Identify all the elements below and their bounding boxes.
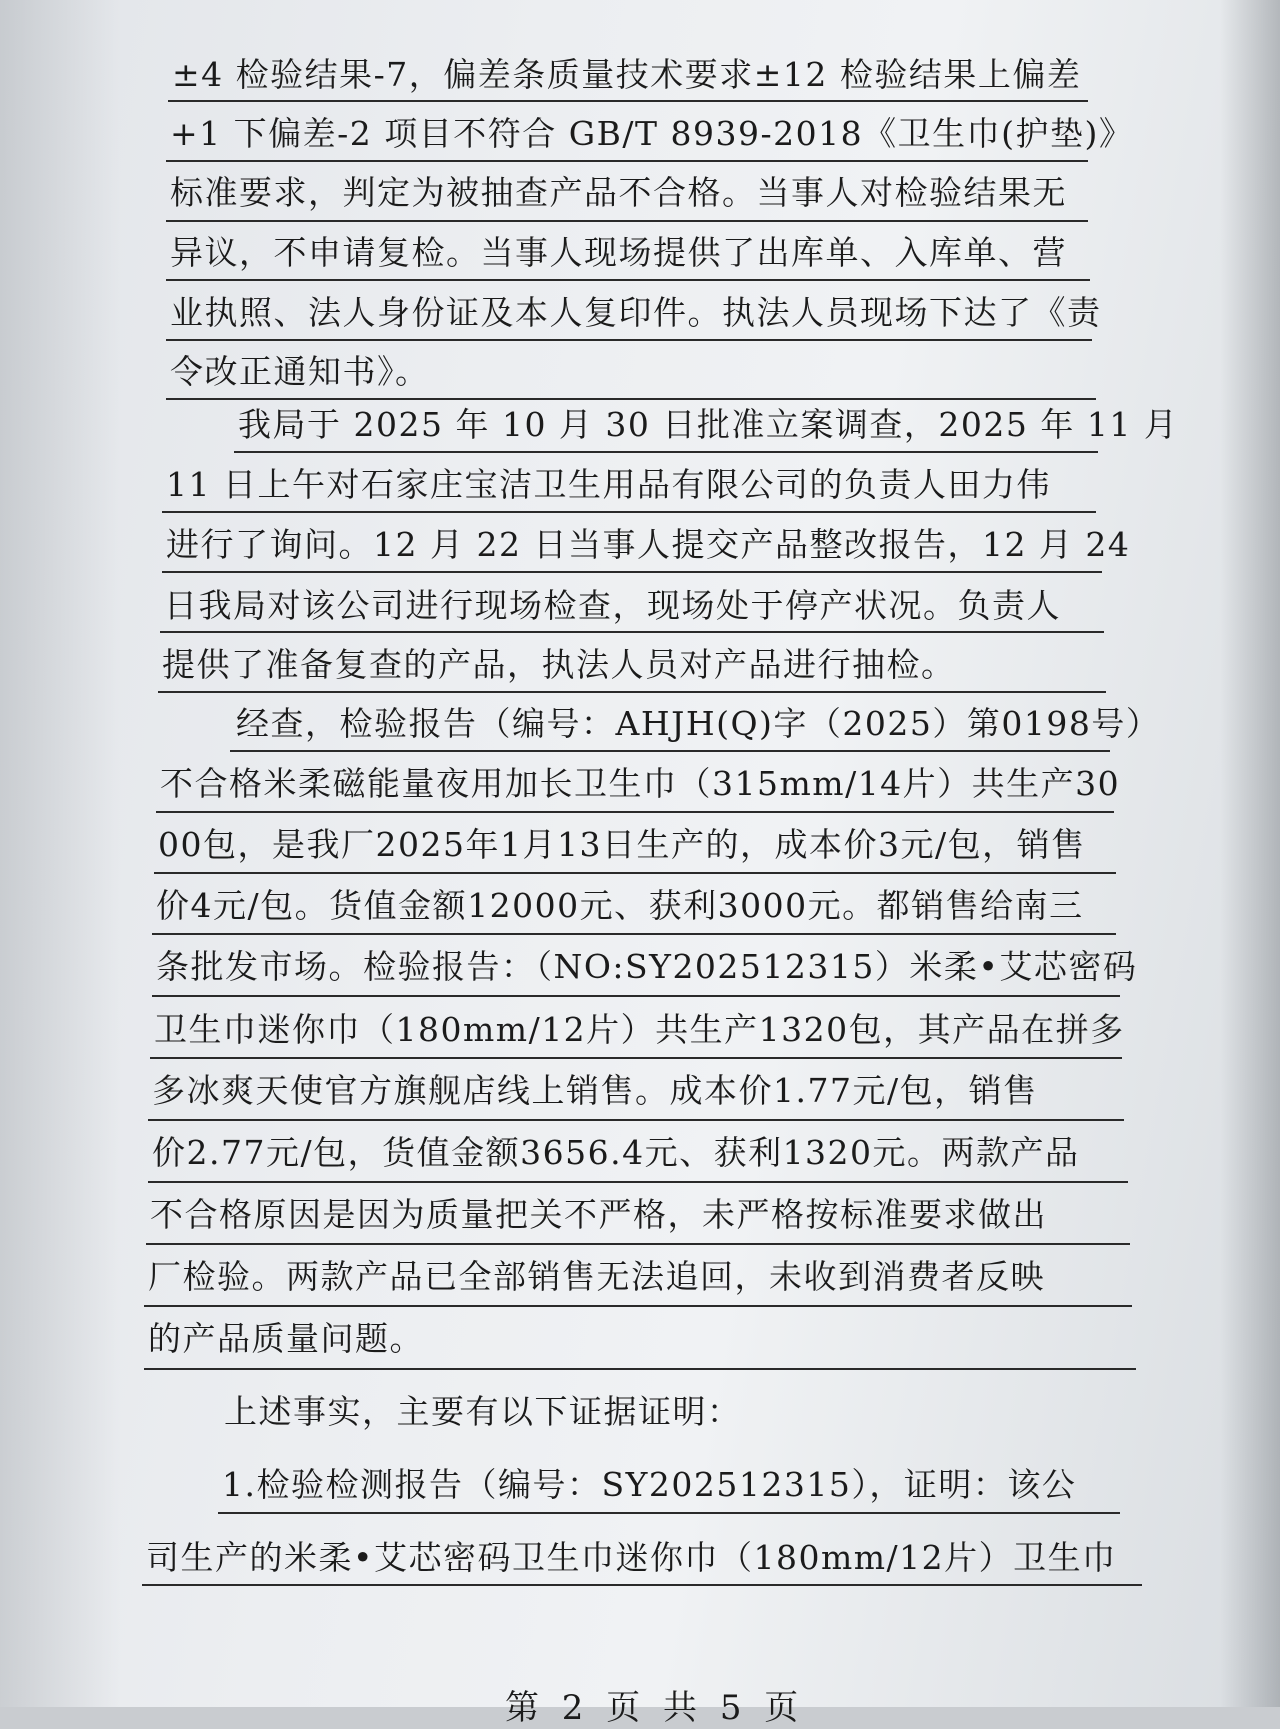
underline-rule bbox=[144, 1368, 1136, 1370]
underline-rule bbox=[150, 1057, 1122, 1059]
text-line: 条批发市场。检验报告：（NO:SY202512315）米柔•艾芯密码 bbox=[156, 947, 1138, 986]
underline-rule bbox=[142, 1584, 1142, 1586]
underline-rule bbox=[166, 339, 1092, 341]
text-line: 标准要求，判定为被抽查产品不合格。当事人对检验结果无 bbox=[170, 173, 1067, 212]
underline-rule bbox=[148, 1119, 1124, 1121]
text-line: 业执照、法人身份证及本人复印件。执法人员现场下达了《责 bbox=[170, 293, 1102, 332]
underline-rule bbox=[218, 1512, 1120, 1514]
underline-rule bbox=[152, 933, 1116, 935]
underline-rule bbox=[154, 872, 1116, 874]
page-shadow-right bbox=[1220, 0, 1280, 1707]
underline-rule bbox=[160, 631, 1104, 633]
underline-rule bbox=[166, 398, 1096, 400]
underline-rule bbox=[152, 995, 1120, 997]
underline-rule bbox=[158, 691, 1106, 693]
text-line: 价2.77元/包，货值金额3656.4元、获利1320元。两款产品 bbox=[152, 1133, 1080, 1172]
text-line: 厂检验。两款产品已全部销售无法追回，未收到消费者反映 bbox=[148, 1257, 1045, 1296]
text-line: 进行了询问。12 月 22 日当事人提交产品整改报告，12 月 24 bbox=[166, 525, 1131, 564]
text-line: 00包，是我厂2025年1月13日生产的，成本价3元/包，销售 bbox=[158, 825, 1086, 864]
underline-rule bbox=[230, 750, 1110, 752]
text-line: 令改正通知书》。 bbox=[170, 352, 430, 391]
underline-rule bbox=[148, 1181, 1128, 1183]
text-line: 的产品质量问题。 bbox=[148, 1319, 424, 1358]
text-line: 1.检验检测报告（编号：SY202512315），证明：该公 bbox=[222, 1465, 1077, 1504]
text-line: 11 日上午对石家庄宝洁卫生用品有限公司的负责人田力伟 bbox=[166, 465, 1051, 504]
text-line: 多冰爽天使官方旗舰店线上销售。成本价1.77元/包，销售 bbox=[152, 1071, 1038, 1110]
text-line: 价4元/包。货值金额12000元、获利3000元。都销售给南三 bbox=[156, 886, 1084, 925]
text-line: 日我局对该公司进行现场检查，现场处于停产状况。负责人 bbox=[164, 586, 1061, 625]
underline-rule bbox=[168, 100, 1088, 102]
text-line: 卫生巾迷你巾（180mm/12片）共生产1320包，其产品在拼多 bbox=[154, 1010, 1125, 1049]
text-line: 异议，不申请复检。当事人现场提供了出库单、入库单、营 bbox=[170, 233, 1067, 272]
text-line: 司生产的米柔•艾芯密码卫生巾迷你巾（180mm/12片）卫生巾 bbox=[146, 1538, 1117, 1577]
underline-rule bbox=[234, 451, 1098, 453]
text-line: 我局于 2025 年 10 月 30 日批准立案调查，2025 年 11 月 bbox=[238, 405, 1179, 444]
text-line: 提供了准备复查的产品，执法人员对产品进行抽检。 bbox=[162, 645, 956, 684]
underline-rule bbox=[162, 571, 1102, 573]
text-line: 经查，检验报告（编号：AHJH(Q)字（2025）第0198号） bbox=[236, 704, 1161, 743]
text-line: 不合格米柔磁能量夜用加长卫生巾（315mm/14片）共生产30 bbox=[160, 764, 1121, 803]
underline-rule bbox=[156, 811, 1114, 813]
text-line: ±4 检验结果-7，偏差条质量技术要求±12 检验结果上偏差 bbox=[172, 55, 1082, 94]
underline-rule bbox=[166, 220, 1088, 222]
text-line: 不合格原因是因为质量把关不严格，未严格按标准要求做出 bbox=[150, 1195, 1047, 1234]
underline-rule bbox=[146, 1243, 1130, 1245]
underline-rule bbox=[162, 511, 1096, 513]
text-line: +1 下偏差-2 项目不符合 GB/T 8939-2018《卫生巾(护垫)》 bbox=[170, 114, 1134, 153]
page-number-footer: 第 2 页 共 5 页 bbox=[505, 1688, 805, 1728]
underline-rule bbox=[166, 160, 1088, 162]
page-shadow-left bbox=[0, 0, 120, 1707]
underline-rule bbox=[144, 1305, 1132, 1307]
text-line: 上述事实，主要有以下证据证明： bbox=[224, 1392, 742, 1431]
underline-rule bbox=[166, 279, 1090, 281]
